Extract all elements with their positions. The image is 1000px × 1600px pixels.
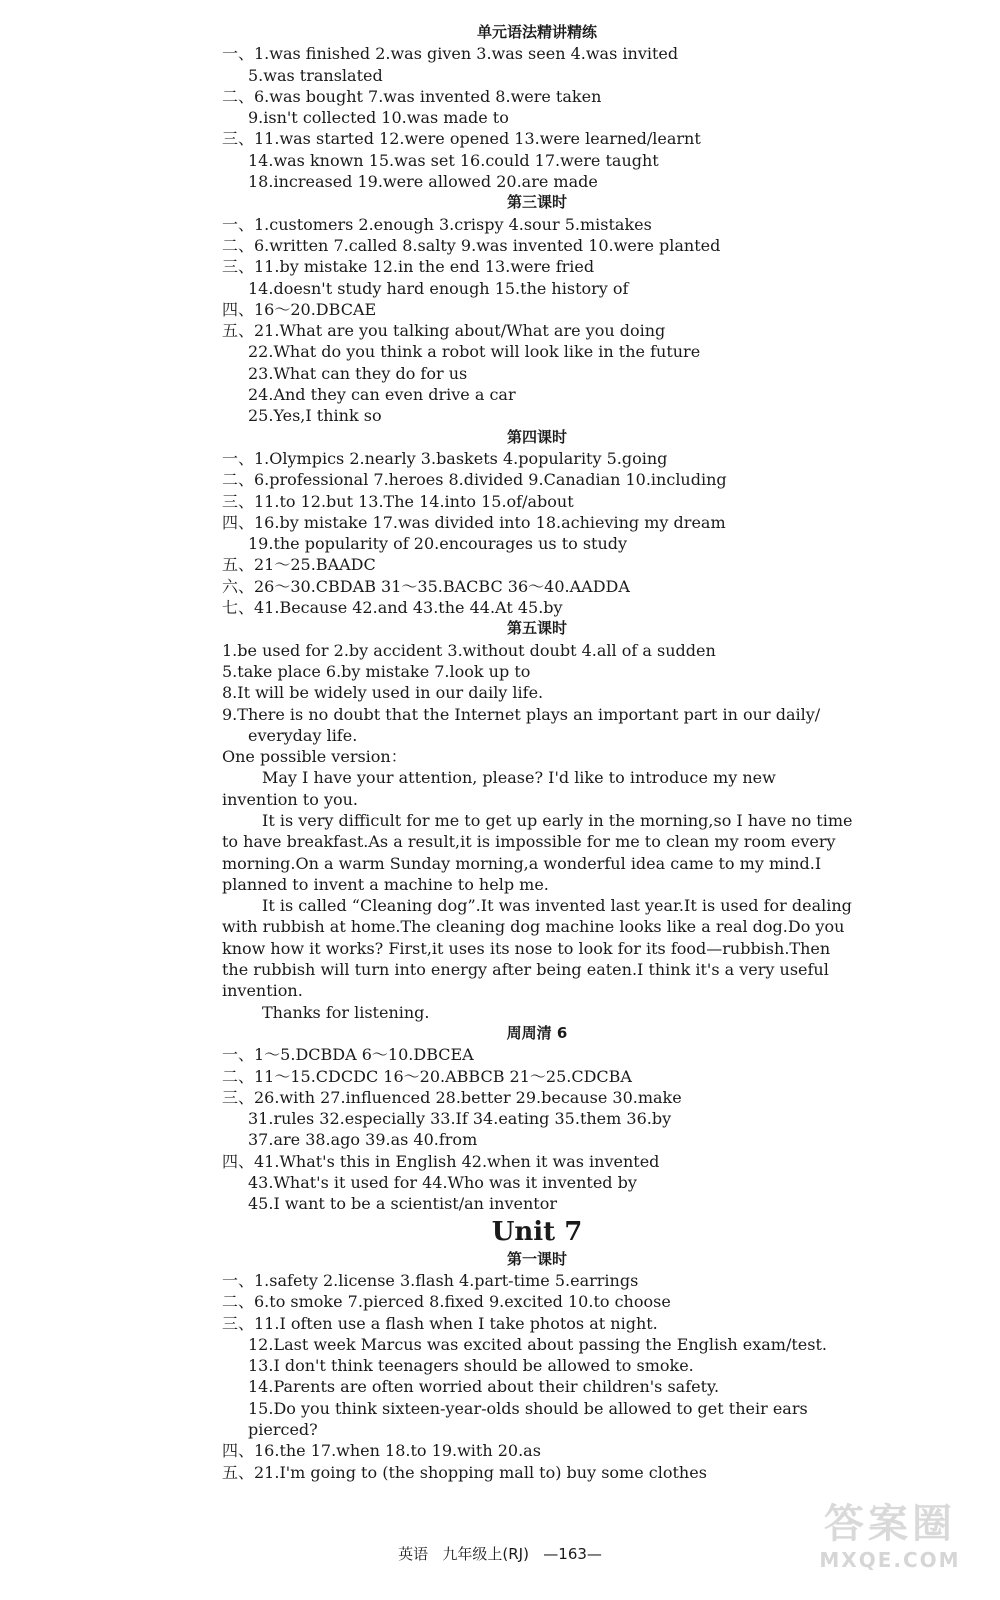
answer-line: 37.are 38.ago 39.as 40.from [248, 1130, 478, 1150]
answer-line: 三、11.I often use a flash when I take photos at night. [222, 1313, 658, 1333]
answer-line: 9.isn't collected 10.was made to [248, 108, 509, 128]
answer-line: 14.was known 15.was set 16.could 17.were taught [248, 150, 659, 170]
answer-line: planned to invent a machine to help me. [222, 874, 549, 894]
section-heading: 第四课时 [506, 427, 567, 446]
answer-line: 七、41.Because 42.and 43.the 44.At 45.by [222, 598, 563, 618]
answer-line: 二、6.professional 7.heroes 8.divided 9.Canadian 10.including [222, 470, 727, 490]
answer-line: 1.be used for 2.by accident 3.without doubt 4.all of a sudden [222, 640, 716, 660]
answer-line: May I have your attention, please? I'd like to introduce my new [262, 768, 776, 788]
answer-line: It is very difficult for me to get up early in the morning,so I have no time [262, 810, 853, 830]
answer-line: 5.take place 6.by mistake 7.look up to [222, 661, 531, 681]
answer-line: 14.Parents are often worried about their children's safety. [248, 1377, 720, 1397]
answer-line: 13.I don't think teenagers should be allowed to smoke. [248, 1356, 694, 1376]
footer-grade: 九年级上(RJ) [442, 1545, 529, 1563]
answer-line: 45.I want to be a scientist/an inventor [248, 1194, 557, 1214]
answer-line: 一、1～5.DCBDA 6～10.DBCEA [222, 1045, 474, 1065]
answer-line: 五、21～25.BAADC [222, 555, 376, 575]
answer-line: 二、6.was bought 7.was invented 8.were taken [222, 86, 602, 106]
answer-line: invention. [222, 981, 303, 1001]
section-heading: 周周清 6 [506, 1023, 568, 1042]
answer-line: 24.And they can even drive a car [248, 385, 516, 405]
answer-line: everyday life. [248, 725, 358, 745]
watermark-logo-text: 答案圈 [824, 1501, 956, 1547]
section-heading: 第三课时 [506, 193, 567, 212]
answer-line: 8.It will be widely used in our daily life. [222, 683, 544, 703]
answer-line: 六、26～30.CBDAB 31～35.BACBC 36～40.AADDA [222, 576, 630, 596]
section-heading: 第一课时 [506, 1249, 567, 1268]
answer-line: 15.Do you think sixteen-year-olds should be allowed to get their ears [248, 1398, 808, 1418]
answer-line: 三、11.was started 12.were opened 13.were learned/learnt [222, 129, 701, 149]
footer-subject: 英语 [398, 1545, 429, 1563]
answer-page [222, 22, 852, 1483]
answer-line: 二、6.written 7.called 8.salty 9.was invented 10.were planted [222, 235, 721, 255]
answer-line: Thanks for listening. [262, 1002, 430, 1022]
answer-line: 22.What do you think a robot will look like in the future [248, 342, 701, 362]
answer-line: 五、21.What are you talking about/What are you doing [222, 321, 666, 341]
answer-line: 23.What can they do for us [248, 363, 468, 383]
watermark-logo [800, 1500, 980, 1590]
section-heading: 单元语法精讲精练 [476, 23, 597, 41]
answer-line: 二、6.to smoke 7.pierced 8.fixed 9.excited 10.to choose [222, 1292, 671, 1312]
answer-line: 18.increased 19.were allowed 20.are made [248, 172, 598, 192]
answer-line: the rubbish will turn into energy after being eaten.I think it's a very useful [222, 960, 829, 980]
section-heading: 第五课时 [506, 619, 567, 638]
answer-line: 一、1.safety 2.license 3.flash 4.part-time 5.earrings [222, 1270, 639, 1290]
unit-title: Unit 7 [491, 1216, 583, 1247]
answer-line: 四、16.by mistake 17.was divided into 18.achieving my dream [222, 512, 726, 532]
answer-line: 一、1.customers 2.enough 3.crispy 4.sour 5.mistakes [222, 214, 652, 234]
answer-line: 三、11.to 12.but 13.The 14.into 15.of/about [222, 491, 574, 511]
answer-line: 25.Yes,I think so [248, 406, 382, 426]
answer-line: to have breakfast.As a result,it is impossible for me to clean my room every [222, 832, 836, 852]
answer-line: 一、1.Olympics 2.nearly 3.baskets 4.popularity 5.going [222, 448, 668, 468]
answer-line: with rubbish at home.The cleaning dog machine looks like a real dog.Do you [222, 917, 845, 937]
answer-line: 四、16.the 17.when 18.to 19.with 20.as [222, 1441, 541, 1461]
answer-line: 19.the popularity of 20.encourages us to study [248, 534, 628, 554]
answer-line: 43.What's it used for 44.Who was it invented by [248, 1173, 637, 1193]
footer-page-number: —163— [543, 1545, 602, 1563]
answer-line: It is called “Cleaning dog”.It was invented last year.It is used for dealing [262, 896, 852, 916]
answer-line: know how it works? First,it uses its nose to look for its food—rubbish.Then [222, 938, 831, 958]
answer-line: 四、16～20.DBCAE [222, 299, 377, 319]
answer-line: 31.rules 32.especially 33.If 34.eating 35.them 36.by [248, 1109, 672, 1129]
answer-line: 12.Last week Marcus was excited about passing the English exam/test. [248, 1334, 827, 1354]
answer-line: 5.was translated [248, 65, 383, 85]
answer-line: 9.There is no doubt that the Internet plays an important part in our daily/ [222, 704, 821, 724]
answer-line: 四、41.What's this in English 42.when it was invented [222, 1151, 660, 1171]
answer-line: pierced? [248, 1420, 318, 1439]
answer-line: 三、11.by mistake 12.in the end 13.were fried [222, 257, 595, 277]
answer-line: One possible version： [222, 747, 407, 767]
answer-line: 三、26.with 27.influenced 28.better 29.because 30.make [222, 1087, 682, 1107]
watermark-site: MXQE.COM [819, 1548, 961, 1572]
answer-line: 二、11～15.CDCDC 16～20.ABBCB 21～25.CDCBA [222, 1066, 632, 1086]
answer-line: invention to you. [222, 789, 359, 809]
answer-line: morning.On a warm Sunday morning,a wonderful idea came to my mind.I [222, 853, 822, 873]
answer-line: 五、21.I'm going to (the shopping mall to) buy some clothes [222, 1462, 707, 1482]
answer-line: 一、1.was finished 2.was given 3.was seen 4.was invited [222, 44, 679, 64]
answer-line: 14.doesn't study hard enough 15.the history of [248, 278, 629, 298]
